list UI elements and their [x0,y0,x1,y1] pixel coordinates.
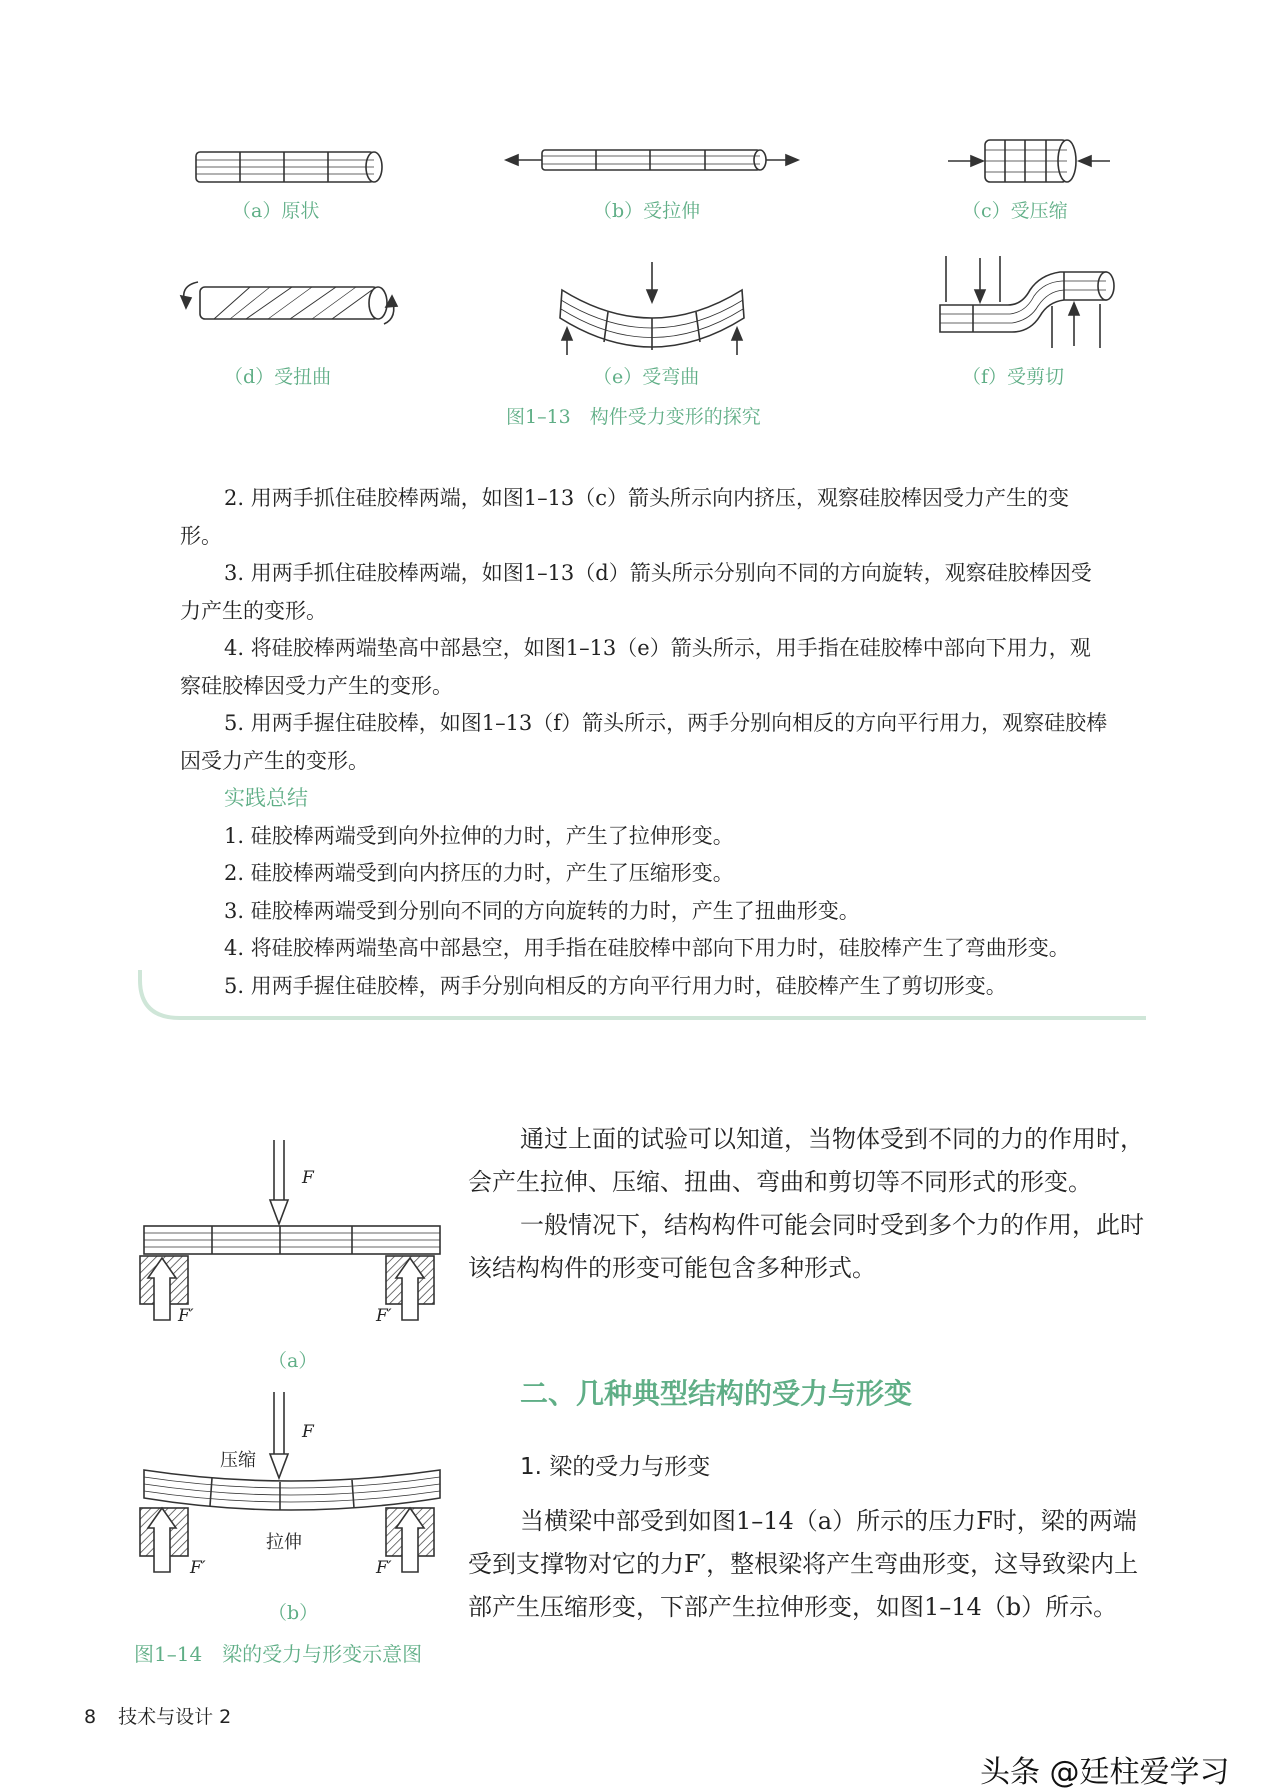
summary-item: 2. 硅胶棒两端受到向内挤压的力时，产生了压缩形变。 [224,861,734,885]
summary-item: 1. 硅胶棒两端受到向外拉伸的力时，产生了拉伸形变。 [224,823,734,848]
fig13-label-f: （f）受剪切 [962,366,1065,388]
summary-item: 4. 将硅胶棒两端垫高中部悬空，用手指在硅胶棒中部向下用力时，硅胶棒产生了弯曲形变。 [224,936,1070,960]
book-title: 技术与设计 2 [118,1706,232,1728]
step-3: 3. 用两手抓住硅胶棒两端，如图1–13（d）箭头所示分别向不同的方向旋转，观察硅胶棒因受力产生的变形。 [180,561,1092,623]
summary-item: 5. 用两手握住硅胶棒，两手分别向相反的方向平行用力时，硅胶棒产生了剪切形变。 [224,973,1007,998]
body-intro [468,1118,1146,1290]
fig14b-force-F: F [302,1422,314,1442]
step-2: 2. 用两手抓住硅胶棒两端，如图1–13（c）箭头所示向内挤压，观察硅胶棒因受力产生的变形。 [180,486,1070,548]
rod-shear [940,256,1114,348]
body-paragraph: 通过上面的试验可以知道，当物体受到不同的力的作用时，会产生拉伸、压缩、扭曲、弯曲和剪切等不同形式的形变。 [468,1125,1144,1196]
fig14b-stretch-label: 拉伸 [266,1532,302,1553]
fig14a-force-Fp-left: F′ [178,1306,194,1326]
fig14a-force-Fp-right: F′ [376,1306,392,1326]
watermark: 头条 @廷柱爱学习 [980,1755,1230,1790]
fig14a-force-F: F [302,1168,314,1188]
activity-steps [180,480,1110,1005]
summary-item: 3. 硅胶棒两端受到分别向不同的方向旋转的力时，产生了扭曲形变。 [224,898,860,923]
fig14-caption: 图1–14 梁的受力与形变示意图 [134,1642,423,1666]
activity-box-border [0,960,1276,1060]
step-4: 4. 将硅胶棒两端垫高中部悬空，如图1–13（e）箭头所示，用手指在硅胶棒中部向下用力，观察硅胶棒因受力产生的变形。 [180,636,1091,698]
page-number: 8 [84,1706,97,1728]
rod-torsion [181,282,397,324]
section-heading: 二、几种典型结构的受力与形变 [520,1377,913,1410]
fig14-sub-b: （b） [268,1602,319,1624]
fig14b-compress-label: 压缩 [220,1450,256,1471]
fig14-sub-a: （a） [268,1350,318,1372]
summary-title: 实践总结 [224,786,308,810]
fig13-caption: 图1–13 构件受力变形的探究 [506,406,761,428]
fig13-label-d: （d）受扭曲 [224,366,332,388]
step-5: 5. 用两手握住硅胶棒，如图1–13（f）箭头所示，两手分别向相反的方向平行用力，观察硅胶棒因受力产生的变形。 [180,711,1108,773]
beam-a [140,1140,440,1320]
fig14b-force-Fp-right: F′ [376,1558,392,1578]
page-footer [84,1702,231,1729]
body-beam [468,1500,1146,1629]
fig13-label-c: （c）受压缩 [962,200,1068,222]
fig14b-force-Fp-left: F′ [190,1558,206,1578]
rod-original [196,152,382,182]
rod-bending [560,262,744,355]
fig13-label-b: （b）受拉伸 [593,200,701,222]
rod-tension [506,150,798,170]
body-paragraph: 当横梁中部受到如图1–14（a）所示的压力F时，梁的两端受到支撑物对它的力F′，整根梁将产生弯曲形变，这导致梁内上部产生压缩形变，下部产生拉伸形变，如图1–14（b）所示。 [468,1507,1139,1621]
body-paragraph: 一般情况下，结构构件可能会同时受到多个力的作用，此时该结构构件的形变可能包含多种形式。 [468,1211,1144,1282]
figure-1-13-drawings [0,0,1276,380]
subsection-heading: 1. 梁的受力与形变 [520,1454,711,1480]
fig13-label-e: （e）受弯曲 [593,366,700,388]
rod-compression [948,140,1110,182]
figure-1-14-drawings [130,1130,450,1650]
fig13-label-a: （a）原状 [232,200,320,222]
